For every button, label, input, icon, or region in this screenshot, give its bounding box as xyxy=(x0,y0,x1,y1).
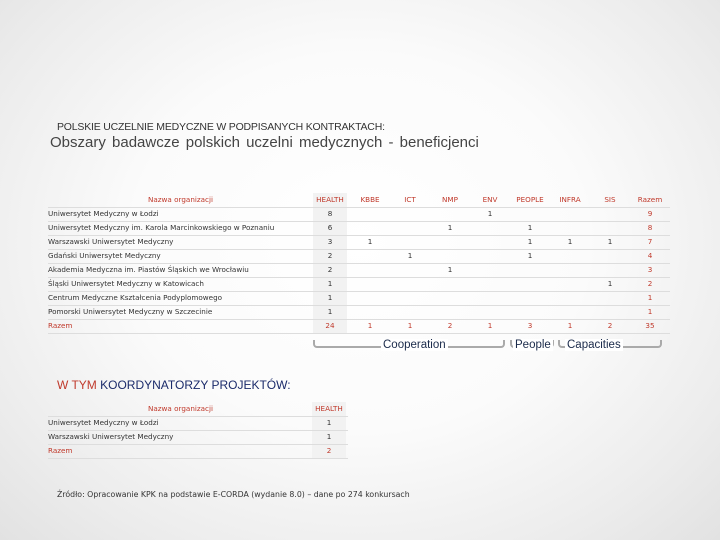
value-cell: 3 xyxy=(327,237,333,246)
coordinators-table xyxy=(48,402,348,458)
coord-column-header: HEALTH xyxy=(315,404,343,413)
value-cell: 4 xyxy=(647,251,653,260)
org-name: Warszawski Uniwersytet Medyczny xyxy=(48,237,174,246)
coord-value-cell: 1 xyxy=(326,418,332,427)
value-cell: 2 xyxy=(327,251,333,260)
value-cell: 8 xyxy=(647,223,653,232)
value-cell: 1 xyxy=(407,251,413,260)
value-cell: 2 xyxy=(327,265,333,274)
page-title: Obszary badawcze polskich uczelni medycznych - beneficjenci xyxy=(50,134,479,151)
value-cell: 6 xyxy=(327,223,333,232)
table-row xyxy=(48,305,670,320)
value-cell: 1 xyxy=(367,237,373,246)
org-name: Gdański Uniwersytet Medyczny xyxy=(48,251,161,260)
coord-value-cell: 1 xyxy=(326,432,332,441)
value-cell: 3 xyxy=(527,321,533,330)
main-table xyxy=(48,193,670,335)
value-cell: 1 xyxy=(527,223,533,232)
value-cell: 1 xyxy=(527,251,533,260)
column-header: PEOPLE xyxy=(516,195,544,204)
org-name: Razem xyxy=(48,321,73,330)
org-name: Akademia Medyczna im. Piastów Śląskich we Wrocławiu xyxy=(48,265,249,274)
capacities-label: Capacities xyxy=(567,339,621,351)
coordinators-title-rest: KOORDYNATORZY PROJEKTÓW: xyxy=(96,378,291,392)
table-row xyxy=(48,277,670,292)
column-header: KBBE xyxy=(360,195,380,204)
source-note: Źródło: Opracowanie KPK na podstawie E-CORDA (wydanie 8.0) – dane po 274 konkursach xyxy=(57,490,410,499)
table-row xyxy=(48,235,670,250)
table-row xyxy=(48,221,670,236)
table-row xyxy=(48,207,670,222)
table-row xyxy=(48,249,670,264)
column-header: SIS xyxy=(604,195,616,204)
value-cell: 3 xyxy=(647,265,653,274)
table-row xyxy=(48,291,670,306)
coord-name-header: Nazwa organizacji xyxy=(148,404,213,413)
value-cell: 1 xyxy=(527,237,533,246)
org-name: Uniwersytet Medyczny w Łodzi xyxy=(48,209,159,218)
coord-header-row xyxy=(48,402,348,417)
table-total-row xyxy=(48,319,670,334)
column-header: ICT xyxy=(404,195,416,204)
coord-row xyxy=(48,430,348,445)
column-header: NMP xyxy=(442,195,458,204)
column-header: ENV xyxy=(482,195,498,204)
value-cell: 1 xyxy=(647,293,653,302)
column-header: INFRA xyxy=(559,195,581,204)
coord-org-name: Uniwersytet Medyczny w Łodzi xyxy=(48,418,159,427)
value-cell: 1 xyxy=(367,321,373,330)
value-cell: 1 xyxy=(567,237,573,246)
value-cell: 7 xyxy=(647,237,653,246)
pre-title: POLSKIE UCZELNIE MEDYCZNE W PODPISANYCH KONTRAKTACH: xyxy=(57,121,385,133)
value-cell: 2 xyxy=(607,321,613,330)
value-cell: 1 xyxy=(447,265,453,274)
value-cell: 35 xyxy=(645,321,655,330)
value-cell: 1 xyxy=(607,237,613,246)
column-header: HEALTH xyxy=(316,195,344,204)
coord-org-name: Warszawski Uniwersytet Medyczny xyxy=(48,432,174,441)
org-name: Śląski Uniwersytet Medyczny w Katowicach xyxy=(48,279,204,288)
value-cell: 1 xyxy=(647,307,653,316)
value-cell: 1 xyxy=(487,321,493,330)
value-cell: 1 xyxy=(327,279,333,288)
value-cell: 24 xyxy=(325,321,335,330)
org-name: Uniwersytet Medyczny im. Karola Marcinkowskiego w Poznaniu xyxy=(48,223,275,232)
value-cell: 1 xyxy=(447,223,453,232)
value-cell: 1 xyxy=(607,279,613,288)
value-cell: 2 xyxy=(447,321,453,330)
column-header: Razem xyxy=(637,195,663,204)
value-cell: 1 xyxy=(487,209,493,218)
coord-org-name: Razem xyxy=(48,446,73,455)
value-cell: 1 xyxy=(327,307,333,316)
cooperation-label: Cooperation xyxy=(383,339,446,351)
value-cell: 2 xyxy=(647,279,653,288)
table-row xyxy=(48,263,670,278)
people-label: People xyxy=(515,339,551,351)
value-cell: 1 xyxy=(567,321,573,330)
org-name: Pomorski Uniwersytet Medyczny w Szczecinie xyxy=(48,307,213,316)
value-cell: 8 xyxy=(327,209,333,218)
coord-total-row xyxy=(48,444,348,459)
table-header-row xyxy=(48,193,670,208)
value-cell: 1 xyxy=(407,321,413,330)
coordinators-title-prefix: W TYM xyxy=(57,378,97,392)
org-name: Centrum Medyczne Kształcenia Podyplomowego xyxy=(48,293,223,302)
value-cell: 9 xyxy=(647,209,653,218)
name-header: Nazwa organizacji xyxy=(148,195,213,204)
value-cell: 1 xyxy=(327,293,333,302)
coord-row xyxy=(48,416,348,431)
coord-value-cell: 2 xyxy=(326,446,332,455)
coordinators-title xyxy=(57,378,291,392)
